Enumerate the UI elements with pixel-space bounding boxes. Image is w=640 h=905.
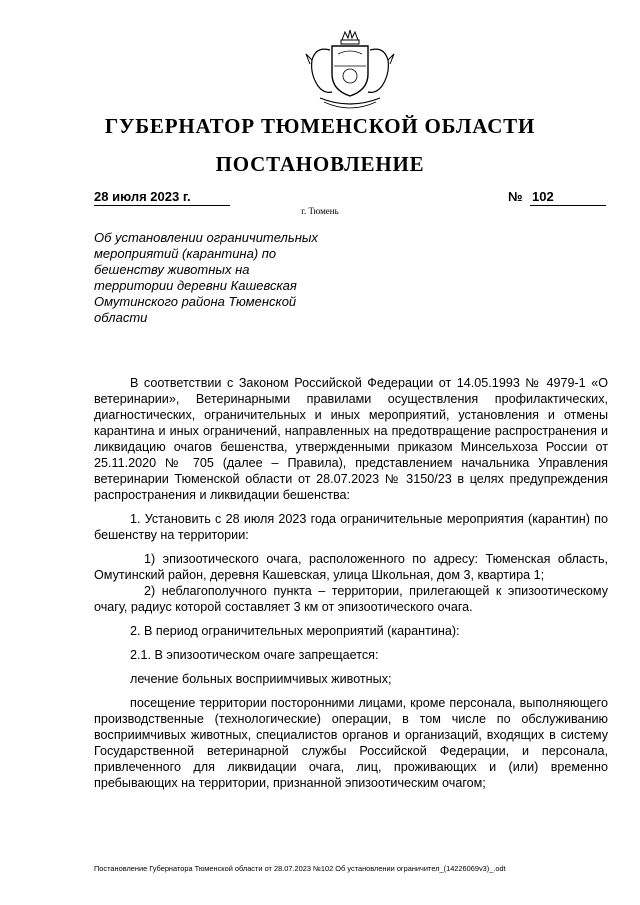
document-body — [94, 375, 608, 791]
subject-line: бешенству животных на — [94, 262, 250, 277]
number-sign: № — [508, 189, 523, 204]
subject-line: Омутинского района Тюменской — [94, 294, 297, 309]
subject-line: мероприятий (карантина) по — [94, 246, 277, 261]
document-number: 102 — [532, 189, 554, 204]
body-paragraph: 2. В период ограничительных мероприятий (карантина): — [130, 624, 460, 638]
governor-title: ГУБЕРНАТОР ТЮМЕНСКОЙ ОБЛАСТИ — [104, 114, 536, 138]
document-city: г. Тюмень — [301, 206, 339, 216]
document-date: 28 июля 2023 г. — [94, 189, 191, 204]
subject-line: территории деревни Кашевская — [94, 278, 297, 293]
body-paragraph: 1. Установить с 28 июля 2023 года ограничительные мероприятия (карантин) по бешенству на территории: — [94, 512, 608, 542]
body-paragraph: 2.1. В эпизоотическом очаге запрещается: — [130, 648, 379, 662]
body-paragraph: В соответствии с Законом Российской Федерации от 14.05.1993 № 4979-1 «О ветеринарии», Ветеринарными правилами осуществления профилактических, диагностических, ограничительных и иных мероприятий, установления и отмены карантина и иных ограничений, направленных на предотвращение распространения и ликвидацию очагов бешенства, утвержденными приказом Минсельхоза России от 25.11.2020 № 705 (далее – Правила), представлением начальника Управления ветеринарии Тюменской области от 28.07.2023 № 3150/23 в целях предупреждения распространения и ликвидации бешенства: — [94, 376, 608, 502]
footer-filename: Постановление Губернатора Тюменской области от 28.07.2023 №102 Об установлении ограничител_(14226069v3)_.odt — [94, 864, 506, 873]
document-type: ПОСТАНОВЛЕНИЕ — [215, 152, 425, 176]
body-paragraph: посещение территории посторонними лицами, кроме персонала, выполняющего производственные (технологические) операции, в том числе по обслуживанию восприимчивых животных, специалистов органов и организаций, входящих в систему Государственной ветеринарной службы Российской Федерации, и персонала, привлеченного для ликвидации очага, лиц, проживающих и (или) временно пребывающих на территории, признанной эпизоотическим очагом; — [94, 696, 608, 790]
subject-line: Об установлении ограничительных — [94, 230, 318, 245]
body-paragraph: 2) неблагополучного пункта – территории, прилегающей к эпизоотическому очагу, радиус которой составляет 3 км от эпизоотического очага. — [94, 584, 608, 614]
subject-line: области — [94, 310, 148, 325]
document-subject — [94, 230, 344, 326]
body-paragraph: 1) эпизоотического очага, расположенного по адресу: Тюменская область, Омутинский район, деревня Кашевская, улица Школьная, дом 3, квартира 1; — [94, 552, 608, 582]
coat-of-arms-icon — [290, 26, 410, 116]
body-paragraph: лечение больных восприимчивых животных; — [130, 672, 392, 686]
